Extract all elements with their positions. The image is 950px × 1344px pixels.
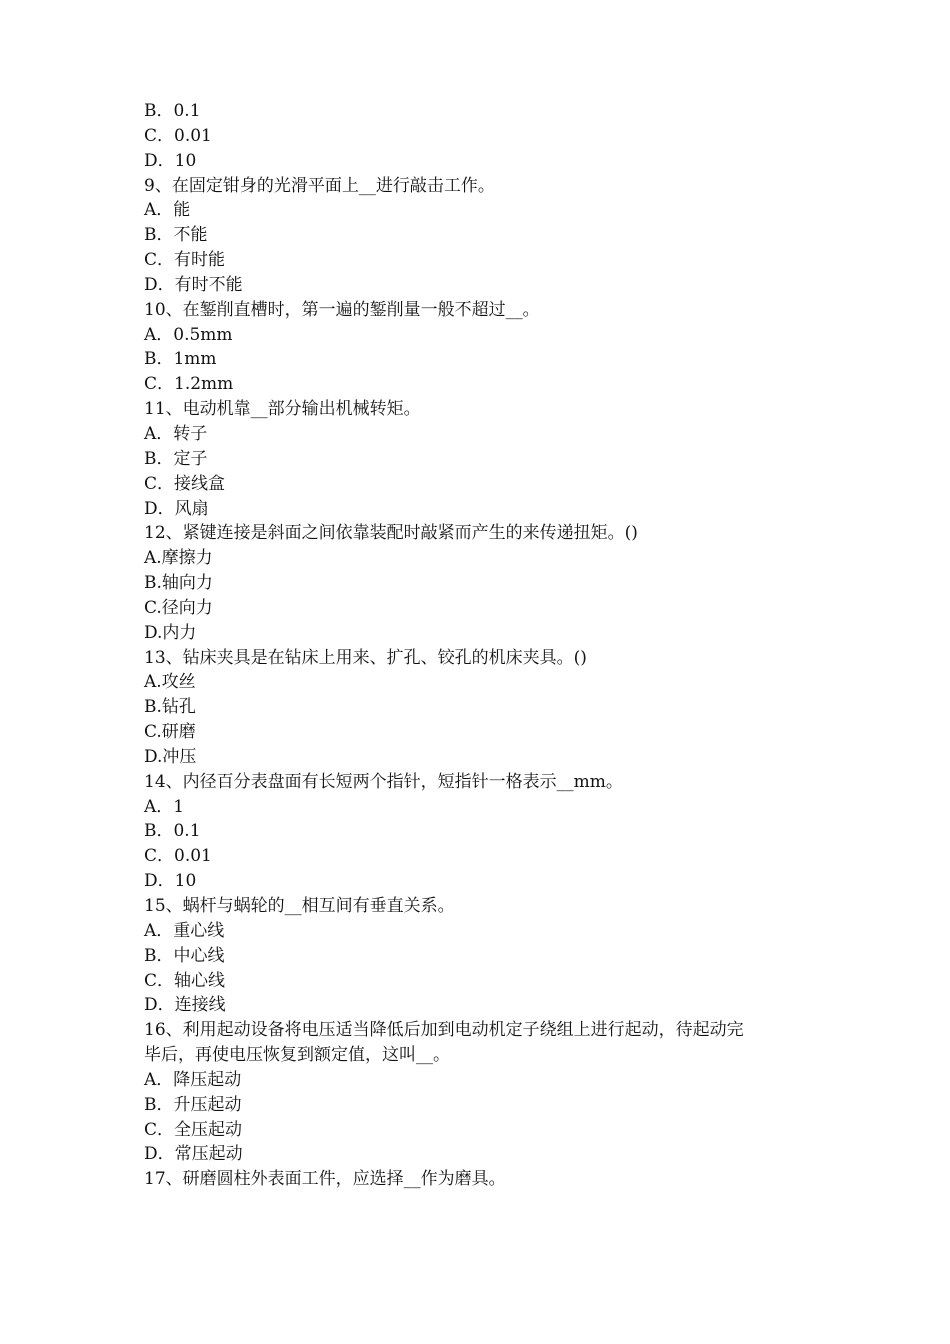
option-d-q8: D．10 [144,150,197,171]
option-a-q11: A．转子 [144,423,208,444]
option-d-q11: D．风扇 [144,498,209,519]
option-a-q14: A．1 [144,796,185,817]
question-text-block [144,99,824,1192]
option-d-q12: D.内力 [144,622,197,643]
option-b-q9: B．不能 [144,225,208,246]
option-a-q13: A.攻丝 [144,672,196,693]
option-d-q15: D．连接线 [144,995,226,1016]
option-d-q16: D．常压起动 [144,1144,243,1165]
option-b-q16: B．升压起动 [144,1094,242,1115]
question-10: 10、在錾削直槽时，第一遍的錾削量一般不超过__。 [144,299,540,320]
option-d-q14: D．10 [144,871,197,892]
question-16-line-2: 毕后，再使电压恢复到额定值，这叫__。 [144,1045,450,1066]
option-c-q10: C．1.2mm [144,374,234,395]
option-a-q9: A．能 [144,200,191,221]
option-c-q13: C.研磨 [144,722,196,743]
option-a-q16: A．降压起动 [144,1069,242,1090]
option-a-q12: A.摩擦力 [144,548,213,569]
option-d-q9: D．有时不能 [144,274,243,295]
question-12: 12、紧键连接是斜面之间依靠装配时敲紧而产生的来传递扭矩。() [144,523,638,544]
option-c-q12: C.径向力 [144,597,213,618]
option-a-q10: A．0.5mm [144,324,233,345]
option-c-q15: C．轴心线 [144,970,226,991]
option-b-q10: B．1mm [144,349,217,370]
question-17: 17、研磨圆柱外表面工件，应选择__作为磨具。 [144,1169,506,1190]
option-b-q12: B.轴向力 [144,573,213,594]
option-c-q9: C．有时能 [144,250,226,271]
question-16-line-1: 16、利用起动设备将电压适当降低后加到电动机定子绕组上进行起动，待起动完 [144,1020,744,1041]
question-9: 9、在固定钳身的光滑平面上__进行敲击工作。 [144,175,495,196]
question-13: 13、钻床夹具是在钻床上用来、扩孔、铰孔的机床夹具。() [144,647,587,668]
option-c-q16: C．全压起动 [144,1119,243,1140]
option-b-q11: B．定子 [144,448,208,469]
option-b-q15: B．中心线 [144,945,225,966]
question-11: 11、电动机靠__部分输出机械转矩。 [144,399,421,420]
question-15: 15、蜗杆与蜗轮的__相互间有垂直关系。 [144,896,455,916]
option-d-q13: D.冲压 [144,746,197,767]
option-b-q8: B．0.1 [144,101,201,121]
option-a-q15: A．重心线 [144,920,225,941]
option-c-q14: C．0.01 [144,846,212,867]
option-c-q11: C．接线盒 [144,473,226,494]
option-c-q8: C．0.01 [144,125,212,146]
option-b-q14: B．0.1 [144,821,201,842]
question-14: 14、内径百分表盘面有长短两个指针，短指针一格表示__mm。 [144,771,623,792]
option-b-q13: B.钻孔 [144,697,196,718]
